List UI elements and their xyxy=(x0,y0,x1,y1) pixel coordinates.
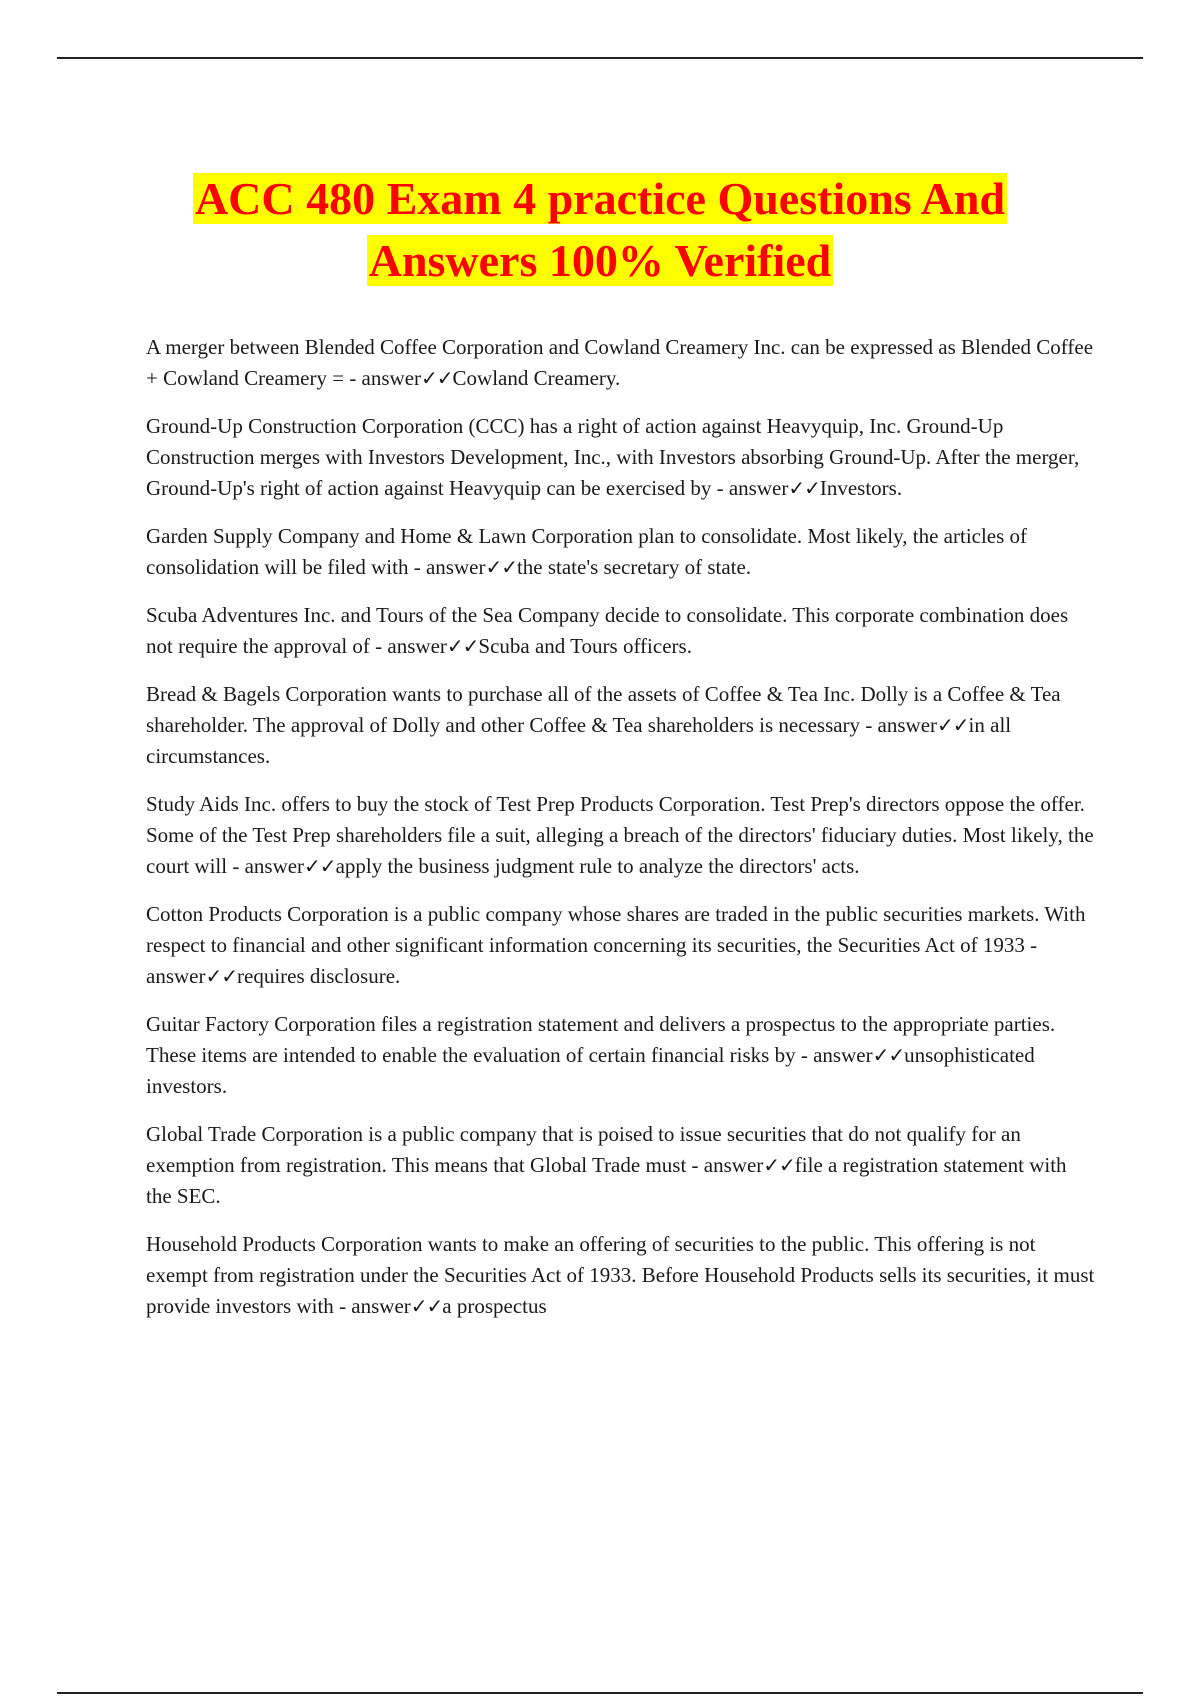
answer-text: apply the business judgment rule to analyze the directors' acts. xyxy=(335,854,860,878)
answer-text: unsophisticated investors. xyxy=(146,1043,1035,1098)
check-mark-icon: ✓✓ xyxy=(485,555,517,579)
answer-marker: - answer xyxy=(232,854,305,878)
qa-item xyxy=(146,899,1096,992)
check-mark-icon: ✓✓ xyxy=(788,476,820,500)
answer-text: Scuba and Tours officers. xyxy=(478,634,692,658)
question-text: A merger between Blended Coffee Corporation and Cowland Creamery Inc. can be expressed as Blended Coffee + Cowland Creamery = xyxy=(146,335,1094,390)
answer-marker: - answer xyxy=(375,634,447,658)
question-text: Household Products Corporation wants to make an offering of securities to the public. This offering is not exempt from registration under the Securities Act of 1933. Before Household Products sells its securities, it must provide investors with xyxy=(146,1232,1095,1318)
question-text: Guitar Factory Corporation files a registration statement and delivers a prospectus to the appropriate parties. These items are intended to enable the evaluation of certain financial risks by xyxy=(146,1012,1056,1067)
answer-marker: - answer xyxy=(716,476,789,500)
qa-item xyxy=(146,600,1096,662)
answer-marker: - answer xyxy=(413,555,486,579)
check-mark-icon: ✓✓ xyxy=(410,1294,443,1318)
question-text: Global Trade Corporation is a public company that is poised to issue securities that do not qualify for an exemption from registration. This means that Global Trade must xyxy=(146,1122,1021,1177)
check-mark-icon: ✓✓ xyxy=(446,634,479,658)
question-text: Bread & Bagels Corporation wants to purchase all of the assets of Coffee & Tea Inc. Dolly is a Coffee & Tea shareholder. The approval of Dolly and other Coffee & Tea shareholders is necessary xyxy=(146,682,1061,737)
answer-text: Cowland Creamery. xyxy=(452,366,621,390)
qa-item xyxy=(146,411,1096,504)
qa-item xyxy=(146,332,1096,394)
answer-marker: - answer xyxy=(800,1043,873,1067)
question-text: Study Aids Inc. offers to buy the stock of Test Prep Products Corporation. Test Prep's directors oppose the offer. Some of the Test Prep shareholders file a suit, alleging a breach of the directors' fiduciary duties. Most likely, the court will xyxy=(146,792,1094,878)
check-mark-icon: ✓✓ xyxy=(763,1153,795,1177)
question-text: Cotton Products Corporation is a public company whose shares are traded in the public securities markets. With respect to financial and other significant information concerning its securities, the Securities Act of 1933 xyxy=(146,902,1086,957)
check-mark-icon: ✓✓ xyxy=(937,713,969,737)
title-line-2: Answers 100% Verified xyxy=(368,235,832,286)
answer-marker: - answer xyxy=(691,1153,764,1177)
question-text: Scuba Adventures Inc. and Tours of the Sea Company decide to consolidate. This corporate combination does not require the approval of xyxy=(146,603,1069,658)
answer-text: a prospectus xyxy=(442,1294,547,1318)
qa-item xyxy=(146,521,1096,583)
answer-marker: - answer xyxy=(146,933,1038,988)
top-rule xyxy=(57,57,1143,59)
answer-marker: - answer xyxy=(865,713,938,737)
qa-list xyxy=(146,332,1096,1339)
qa-item xyxy=(146,1229,1096,1322)
answer-text: the state's secretary of state. xyxy=(516,555,752,579)
bottom-rule xyxy=(57,1692,1143,1694)
answer-text: Investors. xyxy=(819,476,903,500)
document-title xyxy=(100,168,1100,292)
check-mark-icon: ✓✓ xyxy=(304,854,336,878)
answer-text: in all circumstances. xyxy=(146,713,1012,768)
question-text: Ground-Up Construction Corporation (CCC) has a right of action against Heavyquip, Inc. Ground-Up Construction merges with Investors Development, Inc., with Investors absorbing Ground-Up. After the merger, Ground-Up's right of action against Heavyquip can be exercised by xyxy=(146,414,1080,500)
qa-item xyxy=(146,1009,1096,1102)
title-line-1: ACC 480 Exam 4 practice Questions And xyxy=(194,173,1006,224)
answer-marker: - answer xyxy=(339,1294,411,1318)
check-mark-icon: ✓✓ xyxy=(872,1043,905,1067)
check-mark-icon: ✓✓ xyxy=(421,366,453,390)
answer-marker: - answer xyxy=(349,366,422,390)
qa-item xyxy=(146,789,1096,882)
question-text: Garden Supply Company and Home & Lawn Corporation plan to consolidate. Most likely, the articles of consolidation will be filed with xyxy=(146,524,1028,579)
answer-text: requires disclosure. xyxy=(237,964,401,988)
qa-item xyxy=(146,679,1096,772)
check-mark-icon: ✓✓ xyxy=(205,964,237,988)
qa-item xyxy=(146,1119,1096,1212)
answer-text: file a registration statement with the SEC. xyxy=(146,1153,1067,1208)
